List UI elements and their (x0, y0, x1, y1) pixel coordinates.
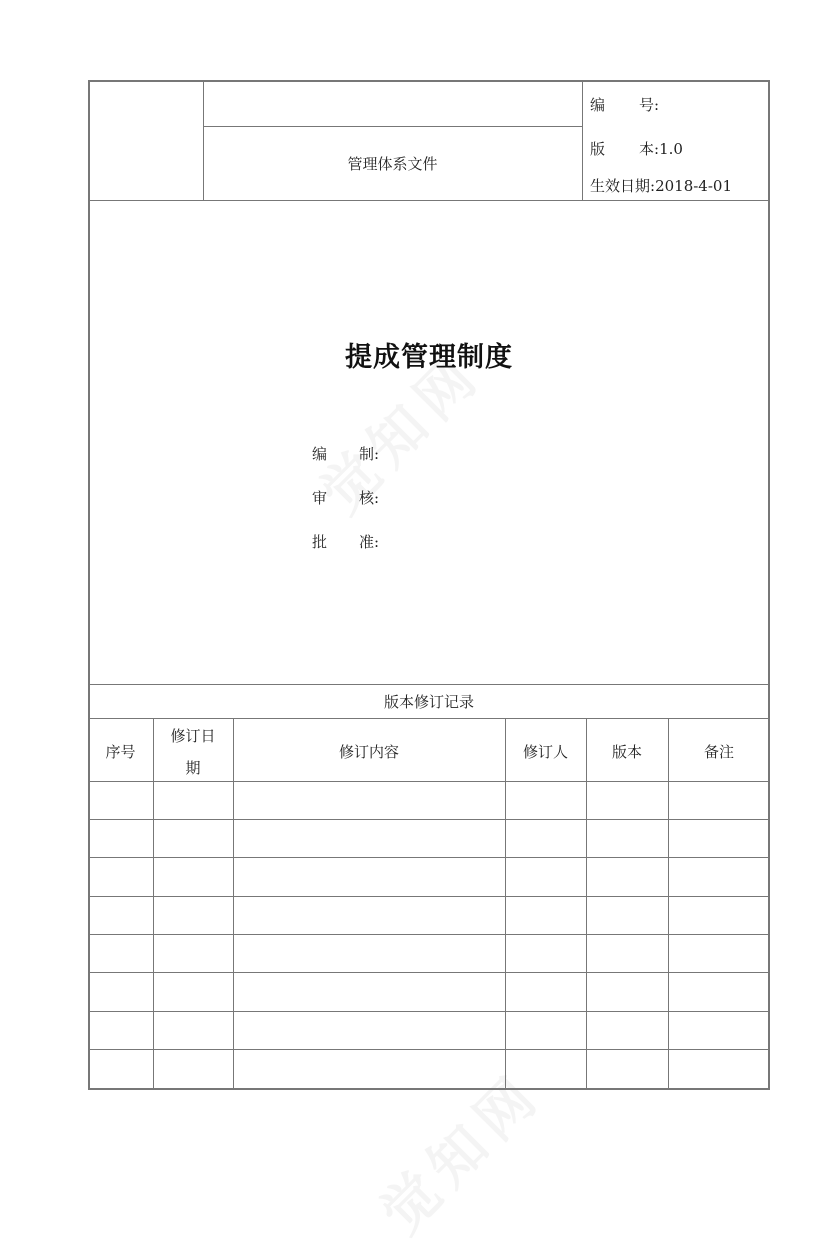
doc-type: 管理体系文件 (347, 155, 438, 173)
effective-value: 2018-4-01 (655, 177, 733, 195)
version-value: 1.0 (659, 140, 683, 158)
header-divider (88, 200, 770, 201)
col-divider (668, 718, 669, 1090)
col-header-seq: 序号 (105, 743, 136, 761)
reviewed-label-b: 核: (359, 489, 380, 507)
row-line (88, 1011, 770, 1012)
version-label (590, 139, 683, 159)
number-label (590, 95, 659, 115)
row-line (88, 934, 770, 935)
reviewed-label-a: 审 (312, 489, 328, 507)
col-divider (233, 718, 234, 1090)
reviewed-by (312, 488, 379, 508)
version-label-b: 本: (639, 140, 660, 158)
row-line (88, 819, 770, 820)
revision-caption: 版本修订记录 (383, 693, 474, 711)
col-header-remarks: 备注 (703, 743, 734, 761)
col-header-reviser: 修订人 (522, 743, 568, 761)
col-header-content: 修订内容 (338, 743, 399, 761)
approved-label-b: 准: (359, 533, 380, 551)
prepared-label-a: 编 (312, 445, 328, 463)
document-title: 提成管理制度 (345, 342, 513, 373)
effective-date (590, 176, 732, 196)
version-label-a: 版 (590, 140, 606, 158)
col-divider (586, 718, 587, 1090)
row-line (88, 896, 770, 897)
approved-label-a: 批 (312, 533, 328, 551)
col-header-date-line2: 期 (185, 759, 201, 777)
row-line (88, 1049, 770, 1050)
prepared-by (312, 444, 379, 464)
row-line (88, 857, 770, 858)
effective-label: 生效日期: (590, 177, 656, 195)
col-divider (505, 718, 506, 1090)
number-label-b: 号: (639, 96, 660, 114)
header-col-divider (203, 80, 204, 200)
row-line (88, 972, 770, 973)
row-line (88, 781, 770, 782)
header-inner-divider (203, 126, 582, 127)
col-header-version: 版本 (611, 743, 642, 761)
header-col-divider (582, 80, 583, 200)
approved-by (312, 532, 379, 552)
number-label-a: 编 (590, 96, 606, 114)
col-header-date-line1: 修订日 (170, 727, 216, 745)
prepared-label-b: 制: (359, 445, 380, 463)
revision-top-line (88, 684, 770, 685)
